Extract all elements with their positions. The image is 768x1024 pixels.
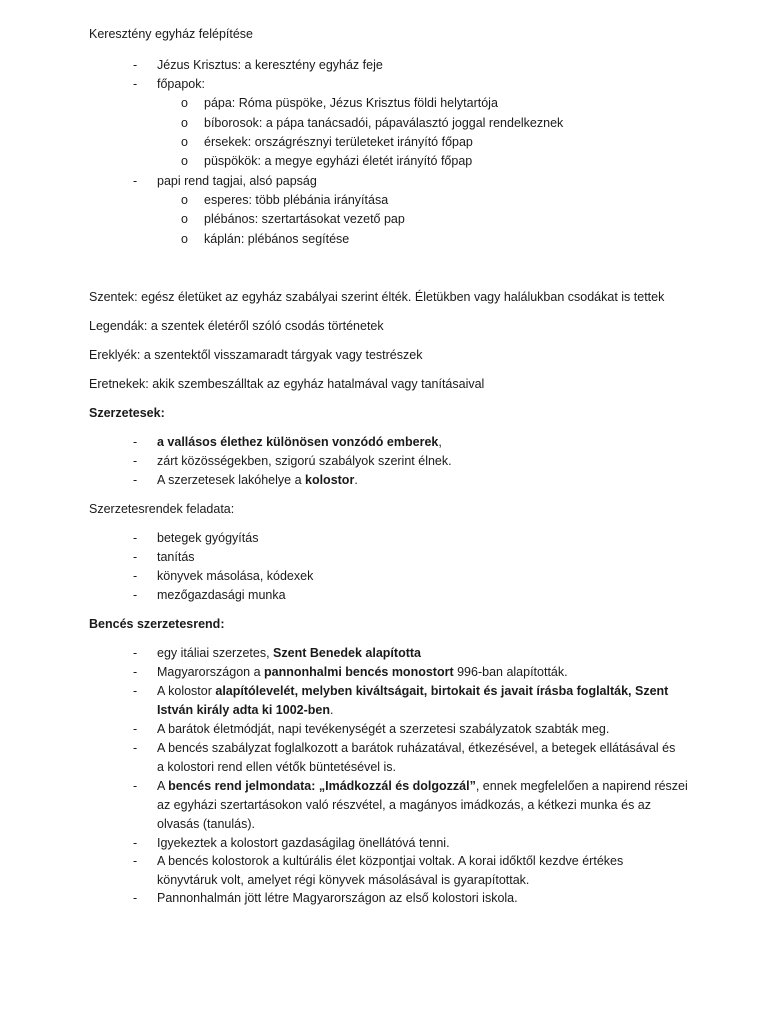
- section-heading: Szerzetesrendek feladata:: [89, 502, 235, 516]
- list-item: esperes: több plébánia irányítása: [204, 193, 389, 207]
- bullet-circle: o: [181, 96, 188, 110]
- list-item: bíborosok: a pápa tanácsadói, pápaválasztó joggal rendelkeznek: [204, 116, 564, 130]
- list-item: Igyekeztek a kolostort gazdaságilag önellátóvá tenni.: [157, 836, 450, 850]
- bullet-dash: -: [133, 588, 138, 602]
- bullet-circle: o: [181, 116, 188, 130]
- bullet-circle: o: [181, 154, 188, 168]
- list-item: püspökök: a megye egyházi életét irányító főpap: [204, 154, 473, 168]
- list-item: főpapok:: [157, 77, 205, 91]
- bullet-circle: o: [181, 193, 188, 207]
- list-item: A barátok életmódját, napi tevékenységét a szerzetesi szabályzatok szabták meg.: [157, 722, 610, 736]
- list-item: A bencés kolostorok a kultúrális élet központjai voltak. A korai időktől kezdve értékes: [157, 854, 624, 868]
- list-item: papi rend tagjai, alsó papság: [157, 174, 317, 188]
- bullet-dash: -: [133, 454, 138, 468]
- bullet-dash: -: [133, 569, 138, 583]
- list-item: tanítás: [157, 550, 195, 564]
- bullet-dash: -: [133, 531, 138, 545]
- bullet-dash: -: [133, 77, 138, 91]
- list-item: könyvek másolása, kódexek: [157, 569, 314, 583]
- list-item: érsekek: országrésznyi területeket irányító főpap: [204, 135, 473, 149]
- bullet-circle: o: [181, 135, 188, 149]
- list-item: mezőgazdasági munka: [157, 588, 286, 602]
- list-item: A szerzetesek lakóhelye a kolostor.: [157, 473, 358, 487]
- definition-paragraph: Eretnekek: akik szembeszálltak az egyház hatalmával vagy tanításaival: [89, 377, 485, 391]
- bullet-dash: -: [133, 854, 138, 868]
- list-item-continuation: a kolostori rend ellen vétők büntetésével is.: [157, 760, 397, 774]
- bullet-dash: -: [133, 550, 138, 564]
- bullet-dash: -: [133, 891, 138, 905]
- list-item: plébános: szertartásokat vezető pap: [204, 212, 405, 226]
- definition-paragraph: Szentek: egész életüket az egyház szabályai szerint élték. Életükben vagy halálukban csodákat is tettek: [89, 290, 665, 304]
- bullet-dash: -: [133, 646, 138, 660]
- list-item: A bencés szabályzat foglalkozott a barátok ruházatával, étkezésével, a betegek ellátásával és: [157, 741, 676, 755]
- list-item-continuation: olvasás (tanulás).: [157, 817, 255, 831]
- bullet-dash: -: [133, 58, 138, 72]
- bullet-circle: o: [181, 232, 188, 246]
- bullet-dash: -: [133, 435, 138, 449]
- section-heading: Szerzetesek:: [89, 406, 165, 420]
- list-item-continuation: könyvtáruk volt, amelyet régi könyvek másolásával is gyarapítottak.: [157, 873, 530, 887]
- list-item: egy itáliai szerzetes, Szent Benedek alapította: [157, 646, 421, 660]
- list-item: a vallásos élethez különösen vonzódó emberek,: [157, 435, 442, 449]
- bullet-dash: -: [133, 722, 138, 736]
- definition-paragraph: Legendák: a szentek életéről szóló csodás történetek: [89, 319, 384, 333]
- list-item-continuation: István király adta ki 1002-ben.: [157, 703, 334, 717]
- bullet-dash: -: [133, 174, 138, 188]
- list-item: A bencés rend jelmondata: „Imádkozzál és dolgozzál”, ennek megfelelően a napirend részei: [157, 779, 688, 793]
- bullet-dash: -: [133, 836, 138, 850]
- list-item: A kolostor alapítólevelét, melyben kiváltságait, birtokait és javait írásba foglalták, Szent: [157, 684, 669, 698]
- document-title: Keresztény egyház felépítése: [89, 27, 253, 41]
- bullet-dash: -: [133, 741, 138, 755]
- list-item: zárt közösségekben, szigorú szabályok szerint élnek.: [157, 454, 452, 468]
- section-heading: Bencés szerzetesrend:: [89, 617, 225, 631]
- list-item: káplán: plébános segítése: [204, 232, 350, 246]
- list-item: Pannonhalmán jött létre Magyarországon az első kolostori iskola.: [157, 891, 518, 905]
- bullet-dash: -: [133, 665, 138, 679]
- list-item: betegek gyógyítás: [157, 531, 259, 545]
- bullet-dash: -: [133, 473, 138, 487]
- list-item: Magyarországon a pannonhalmi bencés monostort 996-ban alapították.: [157, 665, 568, 679]
- list-item-continuation: az egyházi szertartásokon való részvétel, a magányos imádkozás, a kétkezi munka és az: [157, 798, 651, 812]
- definition-paragraph: Ereklyék: a szentektől visszamaradt tárgyak vagy testrészek: [89, 348, 423, 362]
- bullet-dash: -: [133, 684, 138, 698]
- list-item: pápa: Róma püspöke, Jézus Krisztus földi helytartója: [204, 96, 498, 110]
- bullet-circle: o: [181, 212, 188, 226]
- list-item: Jézus Krisztus: a keresztény egyház feje: [157, 58, 383, 72]
- bullet-dash: -: [133, 779, 138, 793]
